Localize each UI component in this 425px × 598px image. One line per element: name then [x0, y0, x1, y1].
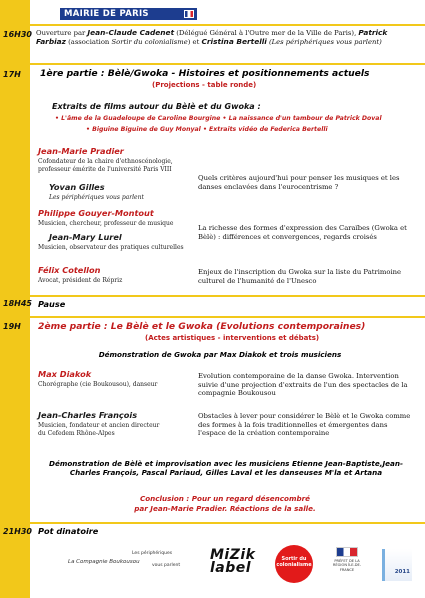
- annee-2011-logo: 2011: [382, 549, 412, 581]
- sortir-du-colonialisme-logo: Sortir du colonialisme: [275, 545, 313, 583]
- mizik-text: MiZik: [210, 547, 256, 563]
- label-text: label: [210, 560, 252, 576]
- intro-text-2a: (association: [65, 38, 112, 47]
- time-1845: 18H45: [3, 299, 32, 308]
- extraits-title: Extraits de films autour du Bèlè et du Gwoka :: [52, 102, 261, 111]
- intro-text-1: (Délégué Général à l'Outre mer de la Ville de Paris),: [174, 29, 359, 37]
- vous-parlent-logo: vous parlent: [152, 563, 181, 568]
- intro-name-bertelli: Cristina Bertelli: [201, 37, 267, 47]
- pause-label: Pause: [38, 299, 66, 309]
- intro-paragraph: [36, 28, 416, 47]
- speaker-gilles: Yovan Gilles: [49, 182, 105, 192]
- role-line: Cofondateur de la chaire d'ethnoscénologie,: [38, 158, 173, 165]
- peripheriques-logo: Les périphériques: [132, 551, 173, 556]
- pot-dinatoire: Pot dinatoire: [38, 526, 99, 536]
- intro-lead: Ouverture par: [36, 29, 88, 37]
- film-bullets-2: • Biguine Biguine de Guy Monyal • Extraits vidéo de Federica Bertelli: [86, 126, 328, 133]
- mairie-label: MAIRIE DE PARIS: [64, 9, 149, 19]
- time-1630: 16H30: [3, 30, 32, 39]
- divider: [30, 295, 425, 297]
- part2-title: 2ème partie : Le Bèlè et le Gwoka (Evolutions contemporaines): [38, 321, 366, 332]
- part1-subtitle: (Projections - table ronde): [152, 81, 257, 89]
- marianne-flag-icon: [336, 547, 358, 557]
- french-flag-icon: [184, 10, 194, 18]
- speaker-gouyer: Philippe Gouyer-Montout: [38, 208, 154, 218]
- demo-gwoka-title: Démonstration de Gwoka par Max Diakok et trois musiciens: [98, 350, 342, 359]
- role-line: professeur émérite de l'université Paris VIII: [38, 165, 172, 173]
- time-2130: 21H30: [3, 527, 32, 536]
- speaker-pradier: Jean-Marie Pradier: [38, 146, 124, 156]
- speaker-diakok-role: Chorégraphe (cie Boukousou), danseur: [38, 381, 158, 388]
- part2-subtitle: (Actes artistiques - interventions et débats): [145, 334, 320, 342]
- prefet-text: PRÉFET DE LA RÉGION ÎLE-DE-FRANCE: [332, 559, 362, 572]
- time-column: [0, 0, 30, 598]
- speaker-lurel-role: Musicien, observateur des pratiques culturelles: [38, 244, 184, 251]
- desc-evolution: Evolution contemporaine de la danse Gwoka. Intervention suivie d'une projection d'extraits de l'un des spectacles de la compagnie Boukousou: [198, 372, 408, 398]
- speaker-francois: Jean-Charles François: [38, 410, 138, 420]
- intro-name-cadenet: Jean-Claude Cadenet: [87, 28, 175, 37]
- film-bullets-1: • L'âme de la Guadeloupe de Caroline Bourgine • La naissance d'un tambour de Patrick Doval: [55, 115, 382, 122]
- speaker-gouyer-role: Musicien, chercheur, professeur de musique: [38, 220, 174, 227]
- desc-obstacles: Obstacles à lever pour considérer le Bèlè et le Gwoka comme des formes à la fois traditionnelles et émergentes dans l'espace de la création contemporaine: [198, 412, 411, 438]
- role-line: Les périphériques vous parlent: [49, 194, 144, 201]
- partner-logos: [60, 545, 420, 585]
- conclusion-line-2: par Jean-Marie Pradier. Réactions de la salle.: [134, 504, 316, 513]
- desc-enjeux: Enjeux de l'inscription du Gwoka sur la liste du Patrimoine culturel de l'humanité de l'Unesco: [198, 268, 402, 285]
- desc-richesse: La richesse des formes d'expression des Caraïbes (Gwoka et Bèlè) : différences et convergences, regards croisés: [198, 224, 407, 241]
- divider: [30, 63, 425, 65]
- compagnie-boukousou-logo: La Compagnie Boukousou: [68, 559, 140, 565]
- speaker-cotellon: Félix Cotellon: [38, 265, 101, 275]
- speaker-pradier-role: [38, 158, 173, 174]
- divider: [30, 522, 425, 524]
- desc-criteres: Quels critères aujourd'hui pour penser les musiques et les danses enclavées dans l'eurocentrisme ?: [198, 174, 400, 191]
- speaker-cotellon-role: Avocat, président de Répriz: [38, 277, 123, 284]
- time-19h: 19H: [3, 322, 21, 331]
- intro-name-patrick: Patrick: [358, 28, 388, 37]
- intro-text-2b: Sortir du colonialisme: [111, 38, 188, 47]
- speaker-gilles-role: [49, 194, 144, 202]
- mizik-label-logo: [210, 549, 256, 575]
- divider: [30, 316, 425, 318]
- divider: [30, 24, 425, 26]
- conclusion-line-1: Conclusion : Pour un regard désencombré: [139, 494, 311, 503]
- intro-name-farbiaz: Farbiaz: [36, 37, 66, 47]
- mairie-de-paris-logo: [60, 8, 197, 20]
- role-line: du Cefedem Rhône-Alpes: [38, 429, 115, 437]
- part1-title: 1ère partie : Bèlè/Gwoka - Histoires et positionnements actuels: [40, 68, 370, 79]
- intro-text-2c: ) et: [187, 38, 202, 47]
- time-17h: 17H: [3, 70, 21, 79]
- demo-bele: Démonstration de Bèlè et improvisation avec les musiciens Etienne Jean-Baptiste,Jean-Charles François, Pascal Pariaud, Gilles Laval et les danseuses M'la et Artana: [49, 459, 403, 478]
- speaker-lurel: Jean-Mary Lurel: [49, 232, 122, 242]
- speaker-francois-role: [38, 422, 159, 438]
- intro-text-3: (Les périphériques vous parlent): [266, 38, 382, 47]
- speaker-diakok: Max Diakok: [38, 369, 92, 379]
- prefet-logo: [328, 547, 366, 581]
- role-line: Musicien, fondateur et ancien directeur: [38, 422, 160, 429]
